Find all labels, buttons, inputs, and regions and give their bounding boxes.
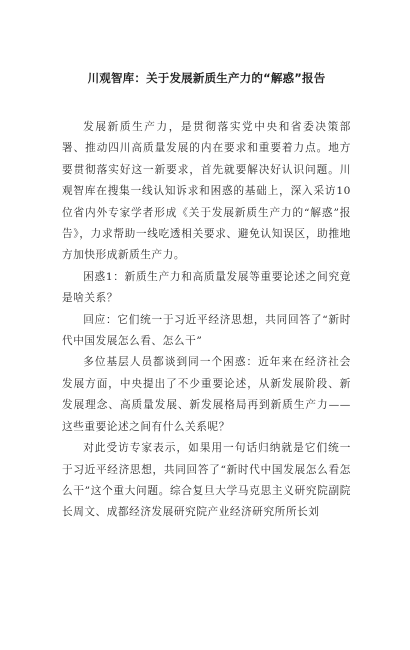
- paragraph-question-1: 困惑1：新质生产力和高质量发展等重要论述之间究竟是啥关系？: [62, 270, 351, 305]
- paragraph-answer-1: 回应：它们统一于习近平经济思想，共同回答了“新时代中国发展怎么看、怎么干”: [62, 313, 351, 348]
- document-body: [62, 117, 351, 524]
- document-page: [0, 70, 410, 650]
- paragraph-intro: 发展新质生产力，是贯彻落实党中央和省委决策部署、推动四川高质量发展的内在要求和重要着力点。地方要贯彻落实好这一新要求，首先就要解决好认识问题。川观智库在搜集一线认知诉求和困惑的基础上，深入采访10位省内外专家学者形成《关于发展新质生产力的“解惑”报告》，力求帮助一线吃透相关要求、避免认知误区，助推地方加快形成新质生产力。: [62, 121, 351, 262]
- paragraph-expert-view: 对此受访专家表示，如果用一句话归纳就是它们统一于习近平经济思想，共同回答了“新时代中国发展怎么看怎么干”这个重大问题。综合复旦大学马克思主义研究院副院长周文、成都经济发展研究院产业经济研究所所长刘: [62, 442, 351, 519]
- paragraph-context: 多位基层人员都谈到同一个困惑：近年来在经济社会发展方面，中央提出了不少重要论述，从新发展阶段、新发展理念、高质量发展、新发展格局再到新质生产力——这些重要论述之间有什么关系呢？: [62, 356, 351, 433]
- document-title: 川观智库：关于发展新质生产力的“解惑”报告: [87, 71, 326, 85]
